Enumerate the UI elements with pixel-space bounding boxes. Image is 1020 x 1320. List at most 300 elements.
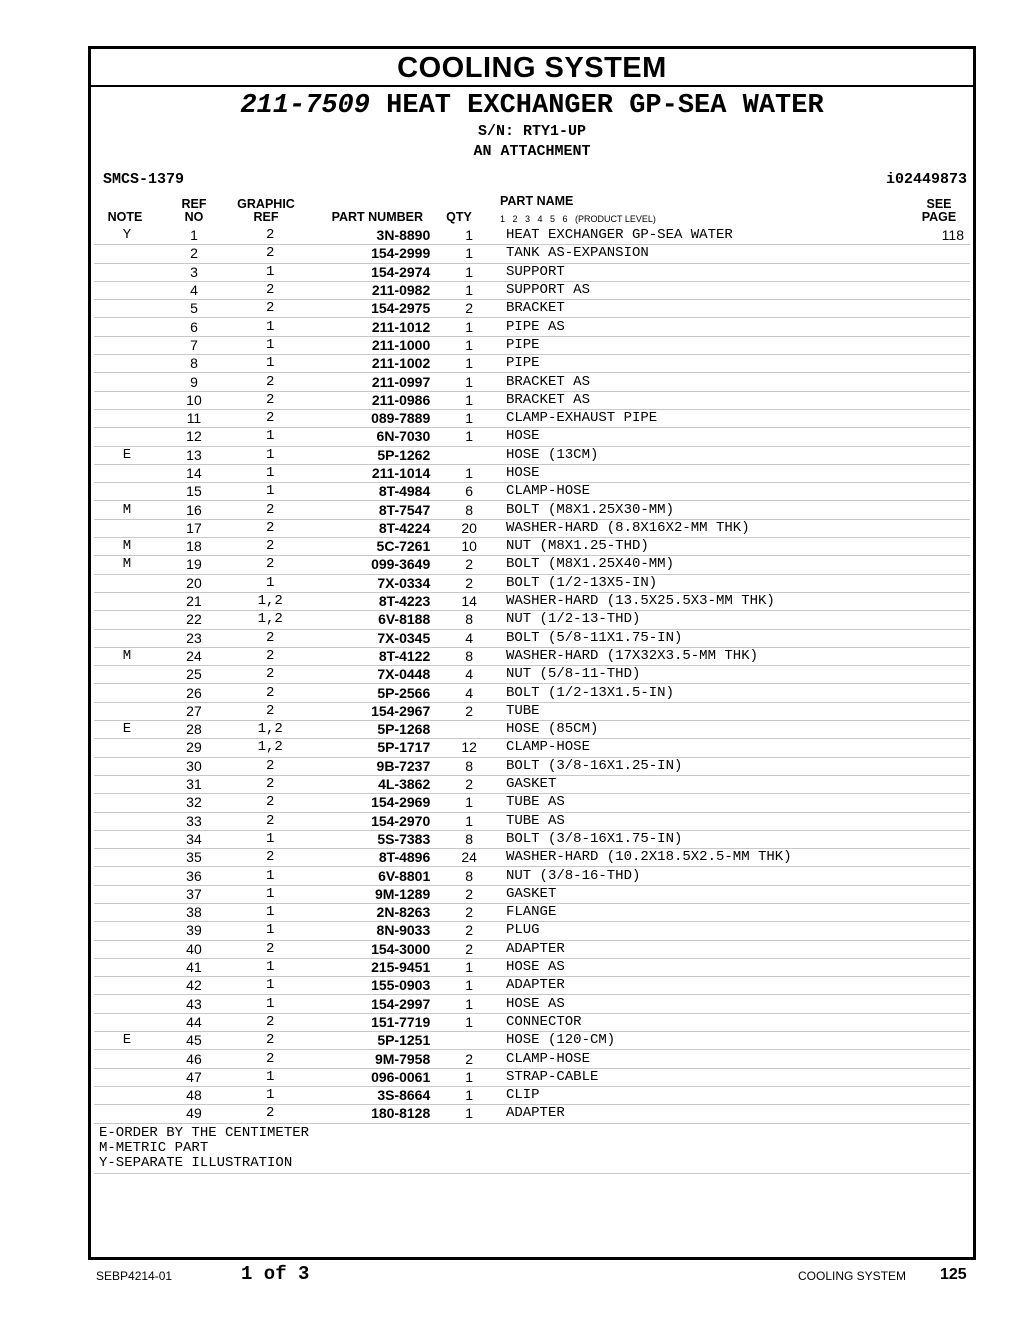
cell-see-page [914,739,970,757]
table-row [94,538,970,556]
table-row [94,995,970,1013]
table-row [94,611,970,629]
cell-ref-no: 36 [160,867,228,885]
cell-part-name: ADAPTER [498,977,914,995]
cell-see-page [914,702,970,720]
cell-graphic-ref: 1,2 [228,739,313,757]
cell-see-page [914,775,970,793]
cell-graphic-ref: 2 [228,849,313,867]
cell-graphic-ref: 2 [228,812,313,830]
cell-ref-no: 8 [160,355,228,373]
cell-part-name: GASKET [498,775,914,793]
table-row [94,721,970,739]
group-title [91,91,973,121]
cell-see-page [914,483,970,501]
cell-see-page [914,428,970,446]
cell-graphic-ref: 1,2 [228,611,313,629]
cell-qty: 8 [440,830,498,848]
cell-graphic-ref: 2 [228,227,313,245]
cell-part-name: NUT (3/8-16-THD) [498,867,914,885]
cell-qty: 1 [440,355,498,373]
cell-see-page [914,556,970,574]
note-line: M-METRIC PART [99,1140,209,1156]
cell-part-number: 6N-7030 [312,428,440,446]
cell-graphic-ref: 1 [228,977,313,995]
cell-graphic-ref: 2 [228,794,313,812]
note-line: E-ORDER BY THE CENTIMETER [99,1125,310,1141]
cell-qty: 1 [440,812,498,830]
cell-graphic-ref: 1 [228,885,313,903]
cell-ref-no: 28 [160,721,228,739]
table-row [94,812,970,830]
cell-see-page [914,1105,970,1123]
table-row [94,483,970,501]
cell-graphic-ref: 2 [228,1013,313,1031]
table-row [94,501,970,519]
cell-see-page: 118 [914,227,970,245]
cell-graphic-ref: 1,2 [228,721,313,739]
footer-section: COOLING SYSTEM [798,1269,907,1283]
cell-note: E [94,721,160,739]
table-row [94,336,970,354]
cell-ref-no: 27 [160,702,228,720]
cell-ref-no: 6 [160,318,228,336]
cell-part-name: PIPE [498,355,914,373]
cell-graphic-ref: 2 [228,519,313,537]
cell-qty: 1 [440,227,498,245]
cell-part-number: 6V-8801 [312,867,440,885]
cell-qty [440,1032,498,1050]
table-row [94,446,970,464]
cell-note [94,574,160,592]
cell-part-name: BOLT (3/8-16X1.25-IN) [498,757,914,775]
cell-ref-no: 40 [160,940,228,958]
cell-part-name: WASHER-HARD (13.5X25.5X3-MM THK) [498,592,914,610]
cell-see-page [914,245,970,263]
col-ref-no-top: REF [181,197,207,211]
cell-note [94,849,160,867]
cell-part-name: HOSE (120-CM) [498,1032,914,1050]
cell-note [94,666,160,684]
cell-note [94,903,160,921]
table-row [94,519,970,537]
cell-note [94,629,160,647]
cell-ref-no: 20 [160,574,228,592]
cell-note [94,684,160,702]
cell-note [94,281,160,299]
cell-ref-no: 14 [160,464,228,482]
cell-note [94,702,160,720]
cell-part-name: HOSE [498,428,914,446]
cell-qty: 1 [440,263,498,281]
cell-qty: 4 [440,629,498,647]
cell-graphic-ref: 2 [228,245,313,263]
cell-ref-no: 31 [160,775,228,793]
note-line: Y-SEPARATE ILLUSTRATION [99,1155,293,1171]
smcs-code: SMCS-1379 [103,171,185,188]
cell-graphic-ref: 2 [228,647,313,665]
cell-note: E [94,1032,160,1050]
group-number: 211-7509 [240,91,370,121]
cell-see-page [914,318,970,336]
cell-see-page [914,592,970,610]
cell-note [94,373,160,391]
cell-note [94,739,160,757]
table-row [94,940,970,958]
cell-see-page [914,1013,970,1031]
cell-part-number: 089-7889 [312,409,440,427]
cell-see-page [914,995,970,1013]
cell-qty: 14 [440,592,498,610]
cell-qty: 8 [440,501,498,519]
cell-graphic-ref: 1 [228,574,313,592]
cell-note [94,483,160,501]
cell-graphic-ref: 2 [228,629,313,647]
group-header [91,87,973,224]
cell-ref-no: 26 [160,684,228,702]
cell-ref-no: 25 [160,666,228,684]
cell-graphic-ref: 1 [228,464,313,482]
cell-part-name: BOLT (3/8-16X1.75-IN) [498,830,914,848]
table-row [94,574,970,592]
attachment-label: AN ATTACHMENT [473,143,591,160]
cell-graphic-ref: 2 [228,300,313,318]
cell-graphic-ref: 2 [228,684,313,702]
cell-part-number: 9M-1289 [312,885,440,903]
page-footer [0,1264,1020,1288]
cell-ref-no: 23 [160,629,228,647]
cell-qty: 1 [440,409,498,427]
cell-part-number: 211-1012 [312,318,440,336]
cell-ref-no: 1 [160,227,228,245]
cell-part-number: 154-2969 [312,794,440,812]
cell-note [94,1086,160,1104]
cell-part-number: 154-2970 [312,812,440,830]
cell-ref-no: 19 [160,556,228,574]
table-row [94,263,970,281]
cell-note [94,885,160,903]
cell-ref-no: 49 [160,1105,228,1123]
cell-qty: 1 [440,281,498,299]
table-row [94,1068,970,1086]
cell-graphic-ref: 1 [228,830,313,848]
table-row [94,702,970,720]
table-row [94,867,970,885]
table-row [94,355,970,373]
cell-note [94,1068,160,1086]
cell-part-name: TANK AS-EXPANSION [498,245,914,263]
cell-graphic-ref: 2 [228,538,313,556]
cell-note [94,922,160,940]
table-row [94,903,970,921]
cell-see-page [914,812,970,830]
cell-graphic-ref: 2 [228,373,313,391]
cell-part-number: 8T-4984 [312,483,440,501]
cell-see-page [914,446,970,464]
cell-qty: 12 [440,739,498,757]
cell-part-name: SUPPORT [498,263,914,281]
table-row [94,739,970,757]
cell-see-page [914,1050,970,1068]
table-row [94,409,970,427]
cell-part-name: BRACKET [498,300,914,318]
cell-part-number: 3S-8664 [312,1086,440,1104]
cell-graphic-ref: 1 [228,867,313,885]
cell-ref-no: 42 [160,977,228,995]
cell-note [94,995,160,1013]
cell-qty: 2 [440,300,498,318]
cell-see-page [914,263,970,281]
table-row [94,300,970,318]
table-row [94,958,970,976]
cell-part-number: 154-2967 [312,702,440,720]
cell-graphic-ref: 2 [228,666,313,684]
table-row [94,977,970,995]
cell-graphic-ref: 2 [228,1105,313,1123]
cell-note [94,940,160,958]
cell-ref-no: 10 [160,391,228,409]
table-row [94,1013,970,1031]
cell-graphic-ref: 1 [228,263,313,281]
cell-see-page [914,922,970,940]
cell-part-number: 099-3649 [312,556,440,574]
cell-graphic-ref: 2 [228,1050,313,1068]
cell-qty: 8 [440,867,498,885]
cell-part-number: 3N-8890 [312,227,440,245]
cell-qty: 1 [440,391,498,409]
cell-part-number: 9B-7237 [312,757,440,775]
cell-qty: 2 [440,903,498,921]
cell-part-name: BOLT (1/2-13X1.5-IN) [498,684,914,702]
cell-see-page [914,574,970,592]
cell-graphic-ref: 2 [228,1032,313,1050]
table-row [94,227,970,245]
cell-qty: 2 [440,922,498,940]
cell-part-name: TUBE AS [498,812,914,830]
cell-qty: 1 [440,373,498,391]
cell-part-number: 2N-8263 [312,903,440,921]
cell-qty: 1 [440,958,498,976]
cell-note [94,1013,160,1031]
cell-note [94,775,160,793]
cell-part-name: CLIP [498,1086,914,1104]
cell-see-page [914,373,970,391]
cell-part-number: 096-0061 [312,1068,440,1086]
cell-see-page [914,958,970,976]
table-row [94,885,970,903]
cell-note [94,958,160,976]
cell-part-name: HOSE (13CM) [498,446,914,464]
cell-part-name: NUT (M8X1.25-THD) [498,538,914,556]
cell-ref-no: 41 [160,958,228,976]
cell-note [94,318,160,336]
table-row [94,391,970,409]
cell-see-page [914,940,970,958]
cell-ref-no: 29 [160,739,228,757]
cell-part-number: 7X-0345 [312,629,440,647]
cell-qty: 1 [440,995,498,1013]
cell-note [94,1050,160,1068]
cell-note [94,757,160,775]
cell-qty: 1 [440,1105,498,1123]
cell-part-number: 4L-3862 [312,775,440,793]
cell-ref-no: 45 [160,1032,228,1050]
cell-graphic-ref: 2 [228,409,313,427]
cell-ref-no: 5 [160,300,228,318]
cell-note [94,409,160,427]
cell-part-name: CLAMP-HOSE [498,483,914,501]
table-row [94,757,970,775]
cell-graphic-ref: 1 [228,1086,313,1104]
table-row [94,922,970,940]
col-note: NOTE [107,210,143,224]
cell-ref-no: 17 [160,519,228,537]
cell-qty: 10 [440,538,498,556]
cell-note [94,812,160,830]
cell-ref-no: 30 [160,757,228,775]
cell-qty: 2 [440,775,498,793]
cell-see-page [914,903,970,921]
table-row [94,464,970,482]
cell-ref-no: 24 [160,647,228,665]
cell-graphic-ref: 1 [228,355,313,373]
cell-ref-no: 22 [160,611,228,629]
cell-ref-no: 47 [160,1068,228,1086]
cell-part-number: 215-9451 [312,958,440,976]
cell-see-page [914,300,970,318]
cell-part-name: HOSE [498,464,914,482]
cell-part-name: HOSE AS [498,995,914,1013]
document-id: i02449873 [885,171,967,188]
cell-ref-no: 7 [160,336,228,354]
cell-qty: 1 [440,336,498,354]
cell-note [94,336,160,354]
cell-part-name: STRAP-CABLE [498,1068,914,1086]
cell-part-name: BOLT (1/2-13X5-IN) [498,574,914,592]
cell-note: M [94,556,160,574]
cell-graphic-ref: 1 [228,922,313,940]
cell-part-number: 7X-0334 [312,574,440,592]
cell-part-name: PLUG [498,922,914,940]
cell-part-name: BRACKET AS [498,391,914,409]
cell-qty: 1 [440,245,498,263]
cell-graphic-ref: 1 [228,958,313,976]
cell-part-name: CONNECTOR [498,1013,914,1031]
cell-part-name: HOSE AS [498,958,914,976]
cell-graphic-ref: 2 [228,775,313,793]
cell-see-page [914,611,970,629]
cell-ref-no: 35 [160,849,228,867]
cell-part-name: CLAMP-EXHAUST PIPE [498,409,914,427]
cell-qty: 8 [440,647,498,665]
section-title: COOLING SYSTEM [91,49,973,87]
cell-part-number: 154-2999 [312,245,440,263]
cell-part-number: 211-1002 [312,355,440,373]
cell-part-number: 5P-1262 [312,446,440,464]
cell-qty: 1 [440,428,498,446]
cell-graphic-ref: 2 [228,940,313,958]
cell-part-number: 7X-0448 [312,666,440,684]
page-of: 1 of 3 [241,1263,310,1285]
cell-qty: 24 [440,849,498,867]
cell-part-number: 211-0997 [312,373,440,391]
cell-part-number: 5C-7261 [312,538,440,556]
cell-see-page [914,647,970,665]
cell-qty: 4 [440,684,498,702]
cell-see-page [914,794,970,812]
cell-note: M [94,538,160,556]
cell-qty: 2 [440,556,498,574]
cell-part-name: HOSE (85CM) [498,721,914,739]
table-row [94,794,970,812]
cell-note [94,355,160,373]
cell-graphic-ref: 1 [228,428,313,446]
cell-qty: 20 [440,519,498,537]
cell-see-page [914,1068,970,1086]
parts-table [94,227,970,1124]
cell-ref-no: 15 [160,483,228,501]
cell-graphic-ref: 2 [228,757,313,775]
cell-note [94,794,160,812]
cell-ref-no: 43 [160,995,228,1013]
table-row [94,245,970,263]
cell-graphic-ref: 1 [228,446,313,464]
cell-ref-no: 12 [160,428,228,446]
table-row [94,775,970,793]
cell-part-name: ADAPTER [498,1105,914,1123]
cell-graphic-ref: 2 [228,391,313,409]
cell-see-page [914,757,970,775]
col-product-level: 1 2 3 4 5 6 (PRODUCT LEVEL) [500,214,656,224]
cell-note [94,300,160,318]
cell-see-page [914,885,970,903]
cell-see-page [914,977,970,995]
cell-see-page [914,849,970,867]
cell-part-number: 5P-1251 [312,1032,440,1050]
table-row [94,629,970,647]
cell-note [94,977,160,995]
cell-see-page [914,355,970,373]
cell-part-name: ADAPTER [498,940,914,958]
cell-part-number: 155-0903 [312,977,440,995]
cell-part-name: WASHER-HARD (17X32X3.5-MM THK) [498,647,914,665]
cell-note [94,867,160,885]
cell-note [94,245,160,263]
cell-part-number: 154-2997 [312,995,440,1013]
cell-see-page [914,519,970,537]
cell-see-page [914,336,970,354]
cell-part-number: 5P-2566 [312,684,440,702]
serial-number: S/N: RTY1-UP [477,123,587,140]
cell-part-name: SUPPORT AS [498,281,914,299]
cell-graphic-ref: 1 [228,903,313,921]
cell-qty: 1 [440,1086,498,1104]
cell-ref-no: 11 [160,409,228,427]
cell-see-page [914,666,970,684]
cell-graphic-ref: 2 [228,556,313,574]
table-row [94,830,970,848]
cell-qty: 2 [440,940,498,958]
cell-qty: 8 [440,611,498,629]
cell-qty: 1 [440,1013,498,1031]
cell-qty: 1 [440,1068,498,1086]
cell-part-number: 8T-4896 [312,849,440,867]
cell-see-page [914,629,970,647]
cell-see-page [914,1032,970,1050]
cell-part-number: 8T-4223 [312,592,440,610]
cell-part-name: BRACKET AS [498,373,914,391]
table-row [94,684,970,702]
